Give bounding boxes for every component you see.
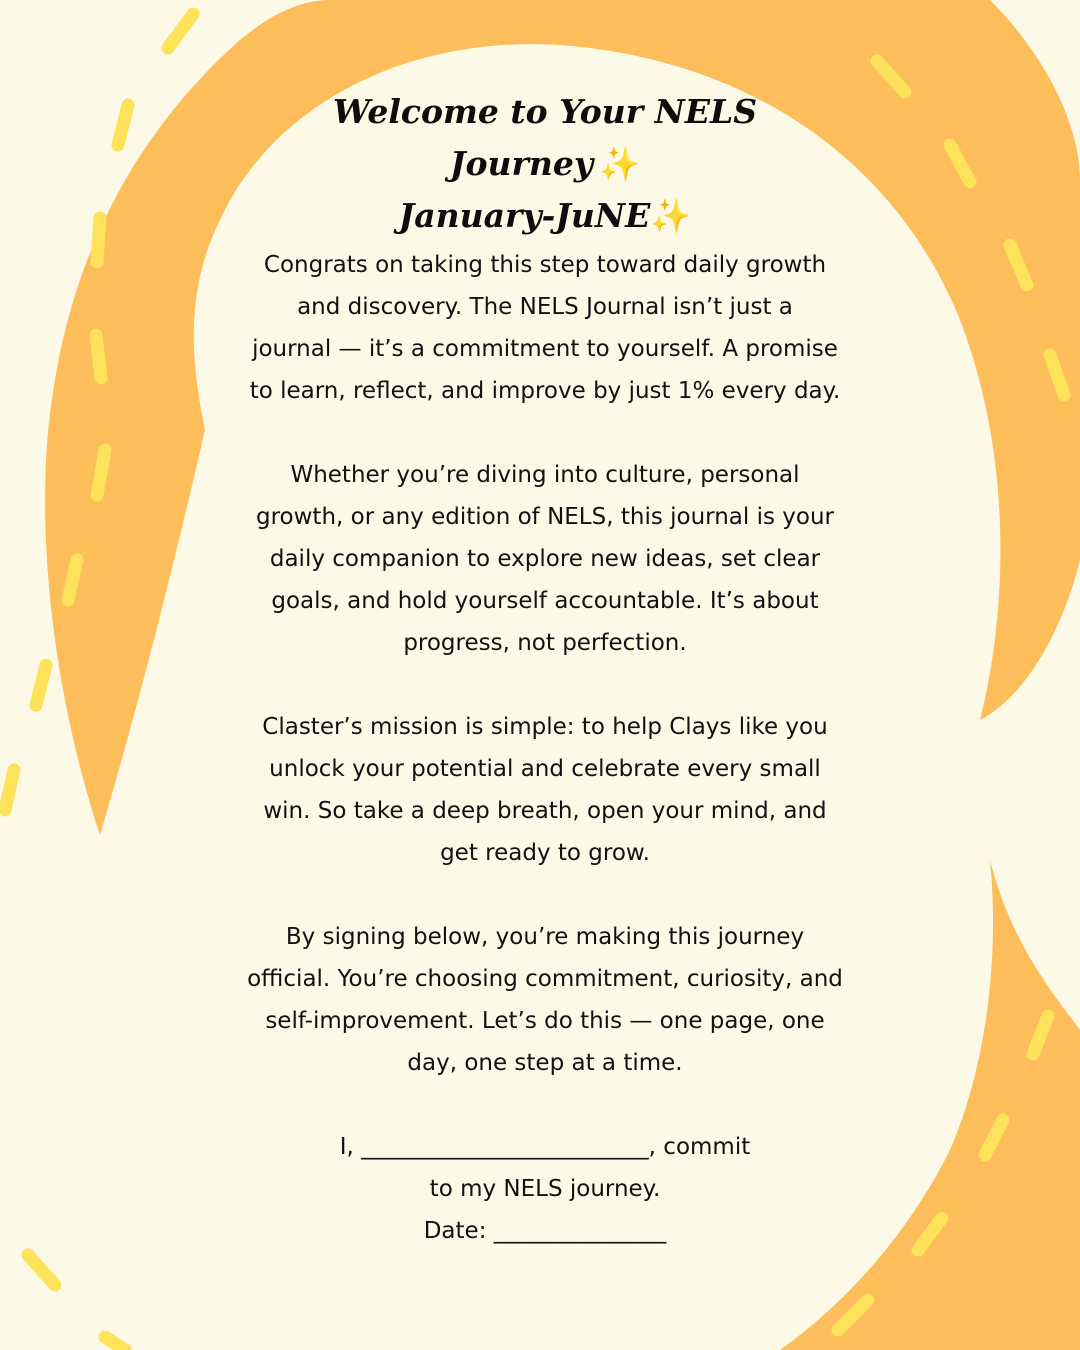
signature-block [210, 1126, 880, 1252]
mission-paragraph [210, 706, 880, 874]
paragraph-line: get ready to grow. [440, 840, 650, 866]
paragraph-line: Claster’s mission is simple: to help Clays like you [262, 714, 828, 740]
signature-date-line[interactable]: Date: _______________ [423, 1218, 667, 1244]
title-line-2 [210, 138, 880, 190]
paragraph-line: progress, not perfection. [403, 630, 687, 656]
signature-commit-text: to my NELS journey. [429, 1176, 661, 1202]
page-title [210, 86, 880, 242]
paragraph-line: day, one step at a time. [407, 1050, 683, 1076]
paragraph-line: Whether you’re diving into culture, personal [290, 462, 800, 488]
paragraph-line: unlock your potential and celebrate every small [269, 756, 821, 782]
paragraph-line: to learn, reflect, and improve by just 1% every day. [249, 378, 841, 404]
signature-name-line[interactable]: I, _________________________, commit [339, 1134, 751, 1160]
title-line-3-text: January-JuNE [398, 196, 651, 235]
paragraph-line: goals, and hold yourself accountable. It’s about [271, 588, 819, 614]
signing-paragraph [210, 916, 880, 1084]
paragraph-line: and discovery. The NELS Journal isn’t just a [297, 294, 793, 320]
title-line-1: Welcome to Your NELS [332, 92, 758, 131]
paragraph-line: official. You’re choosing commitment, curiosity, and [247, 966, 843, 992]
paragraph-line: By signing below, you’re making this journey [285, 924, 805, 950]
journal-letter [210, 86, 880, 1252]
paragraph-line: self-improvement. Let’s do this — one page, one [265, 1008, 825, 1034]
paragraph-line: daily companion to explore new ideas, set clear [269, 546, 821, 572]
sparkle-icon: ✨ [599, 144, 641, 183]
intro-paragraph [210, 244, 880, 412]
paragraph-line: journal — it’s a commitment to yourself. A promise [252, 336, 838, 362]
title-line-3 [210, 190, 880, 242]
title-line-2-text: Journey [449, 144, 594, 183]
paragraph-line: growth, or any edition of NELS, this journal is your [256, 504, 834, 530]
sparkle-icon: ✨ [650, 196, 692, 235]
purpose-paragraph [210, 454, 880, 664]
paragraph-line: win. So take a deep breath, open your mind, and [263, 798, 827, 824]
paragraph-line: Congrats on taking this step toward daily growth [263, 252, 827, 278]
